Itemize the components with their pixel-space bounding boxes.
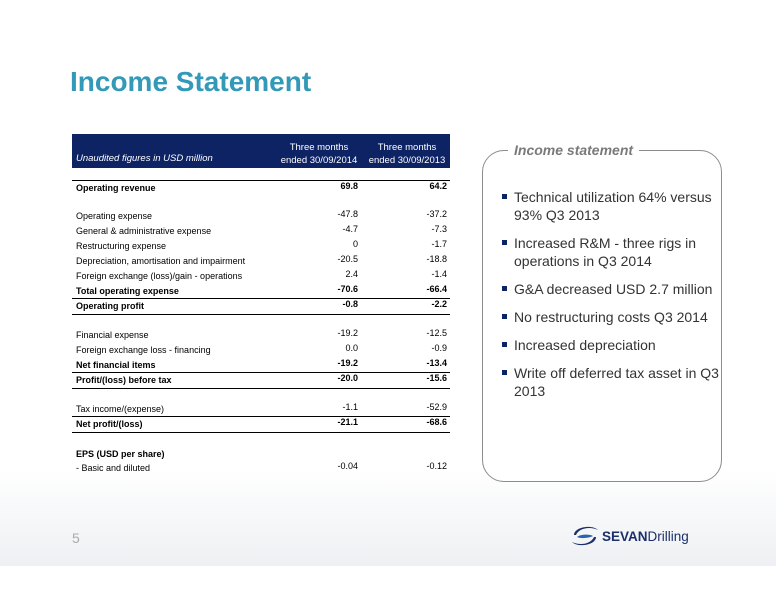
row-label: Net profit/(loss) bbox=[76, 419, 143, 429]
row-value-2013: -18.8 bbox=[426, 254, 447, 264]
row-label: - Basic and diluted bbox=[76, 463, 151, 473]
table-row bbox=[72, 372, 450, 389]
bullet-icon bbox=[502, 240, 507, 245]
row-value-2014: -20.5 bbox=[337, 254, 358, 264]
bullet-text: Write off deferred tax asset in Q3 2013 bbox=[514, 365, 719, 399]
row-value-2014: 0.0 bbox=[345, 343, 358, 353]
logo-sevan-text: SEVAN bbox=[602, 529, 648, 544]
row-value-2013: -13.4 bbox=[426, 358, 447, 368]
table-row bbox=[72, 416, 450, 433]
row-value-2014: -0.04 bbox=[337, 461, 358, 471]
table-units-label: Unaudited figures in USD million bbox=[76, 153, 213, 164]
row-label: Financial expense bbox=[76, 330, 149, 340]
row-value-2013: -68.6 bbox=[426, 417, 447, 427]
row-label: Net financial items bbox=[76, 360, 156, 370]
list-item bbox=[502, 308, 722, 326]
row-label: Operating expense bbox=[76, 211, 153, 221]
row-label: General & administrative expense bbox=[76, 226, 212, 236]
list-item bbox=[502, 234, 722, 270]
column-header-2013-line2: ended 30/09/2013 bbox=[368, 155, 446, 166]
bullet-text: Technical utilization 64% versus 93% Q3 2013 bbox=[514, 189, 712, 223]
row-value-2014: -21.1 bbox=[337, 417, 358, 427]
table-row bbox=[72, 224, 450, 239]
sevan-logo-icon bbox=[570, 522, 600, 550]
logo-drilling-text: Drilling bbox=[647, 529, 689, 544]
page-title: Income Statement bbox=[70, 66, 312, 97]
row-value-2013: -15.6 bbox=[426, 373, 447, 383]
table-row bbox=[72, 343, 450, 358]
table-row bbox=[72, 298, 450, 315]
bullet-icon bbox=[502, 194, 507, 199]
row-label: Foreign exchange (loss)/gain - operations bbox=[76, 271, 243, 281]
row-value-2014: -70.6 bbox=[337, 284, 358, 294]
page-number: 5 bbox=[72, 530, 80, 546]
table-row bbox=[72, 358, 450, 373]
table-header bbox=[72, 134, 450, 168]
row-value-2013: -0.9 bbox=[431, 343, 447, 353]
column-header-2014-line2: ended 30/09/2014 bbox=[280, 155, 358, 166]
bullet-text: Increased depreciation bbox=[514, 337, 656, 353]
bullet-icon bbox=[502, 314, 507, 319]
table-row bbox=[72, 328, 450, 343]
row-value-2014: 69.8 bbox=[340, 181, 358, 191]
row-label: Operating profit bbox=[76, 301, 144, 311]
column-header-2013-line1: Three months bbox=[377, 142, 437, 153]
row-value-2013: -1.7 bbox=[431, 239, 447, 249]
row-label: Depreciation, amortisation and impairment bbox=[76, 256, 246, 266]
logo-wordmark bbox=[602, 529, 689, 544]
row-label: Tax income/(expense) bbox=[76, 404, 165, 414]
row-label: Profit/(loss) before tax bbox=[76, 375, 172, 385]
table-row bbox=[72, 239, 450, 254]
sevan-drilling-logo bbox=[570, 522, 710, 550]
row-value-2014: -20.0 bbox=[337, 373, 358, 383]
row-value-2014: 0 bbox=[352, 239, 358, 249]
bullet-text: Increased R&M - three rigs in operations in Q3 2014 bbox=[514, 235, 697, 269]
table-row bbox=[72, 402, 450, 417]
row-value-2013: -52.9 bbox=[426, 402, 447, 412]
column-header-2014-line1: Three months bbox=[289, 142, 349, 153]
summary-bullet-list bbox=[502, 188, 722, 410]
row-label: Foreign exchange loss - financing bbox=[76, 345, 211, 355]
list-item bbox=[502, 336, 722, 354]
row-label: Operating revenue bbox=[76, 183, 156, 193]
row-value-2014: -19.2 bbox=[337, 328, 358, 338]
bullet-text: No restructuring costs Q3 2014 bbox=[514, 309, 708, 325]
table-row bbox=[72, 284, 450, 299]
row-label: Total operating expense bbox=[76, 286, 179, 296]
table-row bbox=[72, 180, 450, 196]
row-value-2014: -19.2 bbox=[337, 358, 358, 368]
row-value-2013: -1.4 bbox=[431, 269, 447, 279]
list-item bbox=[502, 280, 722, 298]
row-label: EPS (USD per share) bbox=[76, 449, 165, 459]
row-value-2014: -0.8 bbox=[342, 299, 358, 309]
table-row bbox=[72, 447, 450, 462]
column-header-2014 bbox=[276, 141, 362, 167]
row-value-2013: -7.3 bbox=[431, 224, 447, 234]
bullet-icon bbox=[502, 370, 507, 375]
table-row bbox=[72, 269, 450, 284]
bullet-icon bbox=[502, 342, 507, 347]
row-value-2014: -1.1 bbox=[342, 402, 358, 412]
row-value-2013: -12.5 bbox=[426, 328, 447, 338]
bullet-text: G&A decreased USD 2.7 million bbox=[514, 281, 713, 297]
row-value-2013: 64.2 bbox=[429, 181, 447, 191]
bullet-icon bbox=[502, 286, 507, 291]
row-value-2014: -47.8 bbox=[337, 209, 358, 219]
row-value-2014: -4.7 bbox=[342, 224, 358, 234]
row-label: Restructuring expense bbox=[76, 241, 167, 251]
row-value-2013: -37.2 bbox=[426, 209, 447, 219]
row-value-2013: -2.2 bbox=[431, 299, 447, 309]
list-item bbox=[502, 364, 722, 400]
list-item bbox=[502, 188, 722, 224]
table-row bbox=[72, 209, 450, 224]
table-row bbox=[72, 254, 450, 269]
row-value-2013: -66.4 bbox=[426, 284, 447, 294]
column-header-2013 bbox=[364, 141, 450, 167]
row-value-2014: 2.4 bbox=[345, 269, 358, 279]
row-value-2013: -0.12 bbox=[426, 461, 447, 471]
summary-panel-title: Income statement bbox=[508, 142, 639, 158]
table-row bbox=[72, 461, 450, 476]
